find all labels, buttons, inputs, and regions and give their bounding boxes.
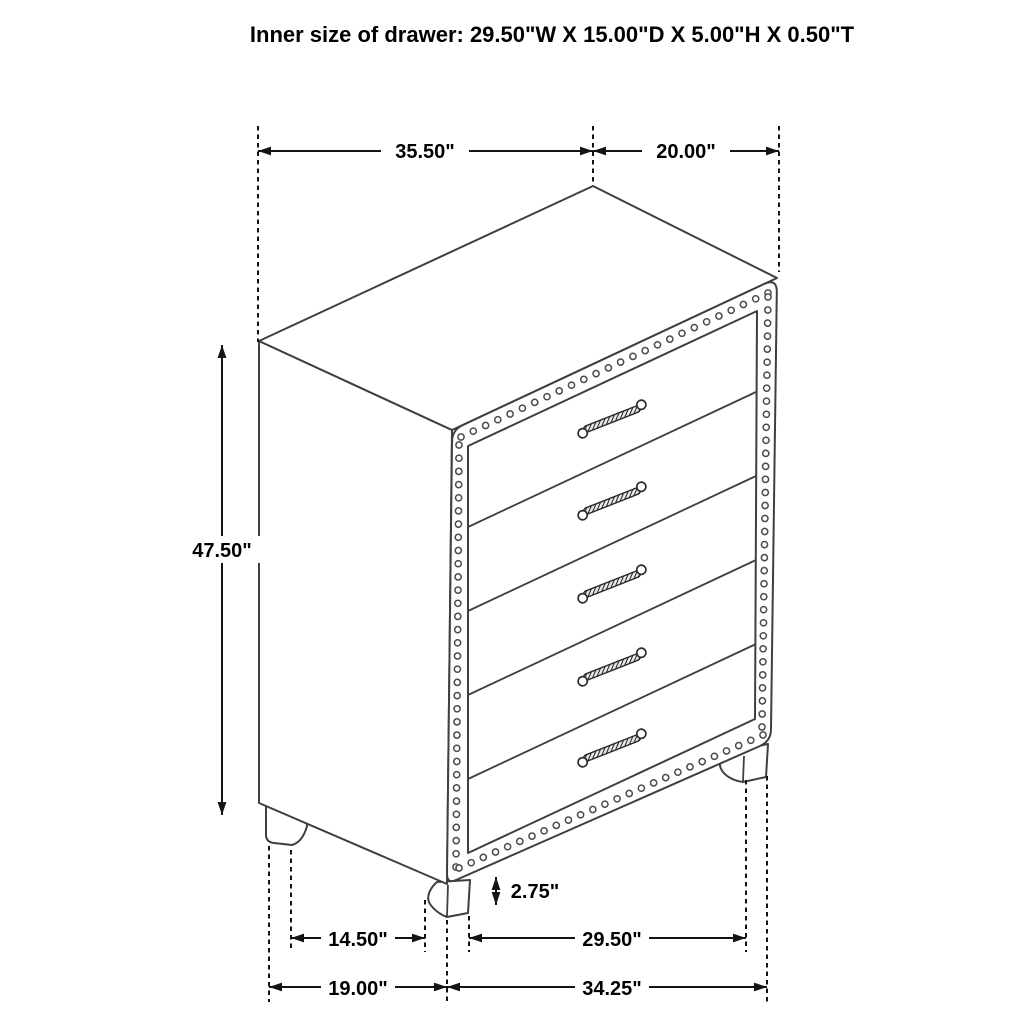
nailhead — [675, 769, 681, 775]
nailhead — [454, 706, 460, 712]
dim-label-leg-height: 2.75" — [510, 881, 560, 903]
nailhead — [762, 476, 768, 482]
nailhead — [568, 382, 574, 388]
nailhead — [544, 394, 550, 400]
arrowhead — [754, 983, 767, 992]
arrowhead — [447, 983, 460, 992]
arrowhead — [258, 147, 271, 156]
nailhead — [626, 790, 632, 796]
nailhead — [455, 547, 461, 553]
nailhead — [455, 613, 461, 619]
nailhead — [753, 296, 759, 302]
nailhead — [760, 732, 766, 738]
nailhead — [507, 411, 513, 417]
nailhead — [760, 646, 766, 652]
nailhead — [687, 764, 693, 770]
nailhead — [764, 346, 770, 352]
nailhead — [761, 594, 767, 600]
nailhead — [454, 679, 460, 685]
nailhead — [480, 854, 486, 860]
nailhead — [740, 301, 746, 307]
nailhead — [453, 824, 459, 830]
nailhead — [541, 828, 547, 834]
nailhead — [711, 753, 717, 759]
arrowhead — [492, 877, 501, 890]
nailhead — [759, 711, 765, 717]
nailhead — [764, 385, 770, 391]
nailhead — [736, 743, 742, 749]
nailhead — [651, 780, 657, 786]
nailhead — [759, 698, 765, 704]
nailhead — [556, 388, 562, 394]
nailhead — [691, 325, 697, 331]
nailhead — [764, 333, 770, 339]
dim-label-leg-span-front: 29.50" — [582, 929, 642, 951]
nailhead — [454, 653, 460, 659]
nailhead — [455, 587, 461, 593]
nailhead — [762, 515, 768, 521]
nailhead — [760, 620, 766, 626]
nailhead — [667, 336, 673, 342]
nailhead — [455, 600, 461, 606]
nailhead — [456, 455, 462, 461]
nailhead — [454, 745, 460, 751]
dim-label-base-width: 34.25" — [582, 978, 642, 1000]
nailhead — [456, 495, 462, 501]
nailhead — [759, 724, 765, 730]
nailhead — [763, 424, 769, 430]
nailhead — [760, 659, 766, 665]
nailhead — [517, 838, 523, 844]
nailhead — [748, 737, 754, 743]
nailhead — [492, 849, 498, 855]
nailhead — [495, 417, 501, 423]
nailhead — [762, 489, 768, 495]
nailhead — [764, 372, 770, 378]
dim-label-leg-span-side: 14.50" — [328, 929, 388, 951]
nailhead — [699, 759, 705, 765]
nailhead — [470, 428, 476, 434]
nailhead — [455, 627, 461, 633]
nailhead — [760, 672, 766, 678]
nailhead — [453, 851, 459, 857]
nailhead — [605, 365, 611, 371]
nailhead — [453, 811, 459, 817]
arrowhead — [733, 934, 746, 943]
nailhead — [483, 422, 489, 428]
nailhead — [454, 732, 460, 738]
arrowhead — [218, 345, 227, 358]
nailhead — [618, 359, 624, 365]
nailhead — [456, 468, 462, 474]
nailhead — [761, 581, 767, 587]
nailhead — [454, 758, 460, 764]
nailhead — [764, 359, 770, 365]
arrowhead — [492, 892, 501, 905]
nailhead — [458, 434, 464, 440]
nailhead — [454, 719, 460, 725]
nailhead — [763, 450, 769, 456]
nailhead — [456, 865, 462, 871]
nailhead — [765, 294, 771, 300]
arrowhead — [269, 983, 282, 992]
nailhead — [630, 353, 636, 359]
chest-side-face — [259, 341, 452, 884]
nailhead — [642, 348, 648, 354]
dim-label-base-depth: 19.00" — [328, 978, 388, 1000]
nailhead — [505, 844, 511, 850]
nailhead — [593, 371, 599, 377]
nailhead — [454, 666, 460, 672]
nailhead — [765, 320, 771, 326]
nailhead — [761, 568, 767, 574]
nailhead — [602, 801, 608, 807]
nailhead — [453, 838, 459, 844]
nailhead — [553, 822, 559, 828]
arrowhead — [412, 934, 425, 943]
nailhead — [529, 833, 535, 839]
foot-front-right-edge — [743, 756, 744, 781]
nailhead — [455, 521, 461, 527]
nailhead — [663, 775, 669, 781]
nailhead — [456, 442, 462, 448]
nailhead — [704, 319, 710, 325]
nailhead — [760, 633, 766, 639]
nailhead — [654, 342, 660, 348]
nailhead — [581, 376, 587, 382]
arrowhead — [291, 934, 304, 943]
nailhead — [578, 812, 584, 818]
nailhead — [763, 411, 769, 417]
nailhead — [761, 542, 767, 548]
nailhead — [763, 398, 769, 404]
nailhead — [455, 640, 461, 646]
nailhead — [638, 785, 644, 791]
nailhead — [590, 806, 596, 812]
page-title: Inner size of drawer: 29.50"W X 15.00"D X 5.00"H X 0.50"T — [249, 22, 855, 47]
arrowhead — [469, 934, 482, 943]
arrowhead — [434, 983, 447, 992]
nailhead — [763, 437, 769, 443]
nailhead — [723, 748, 729, 754]
nailhead — [679, 330, 685, 336]
nailhead — [519, 405, 525, 411]
nailhead — [761, 555, 767, 561]
nailhead — [728, 307, 734, 313]
nailhead — [455, 574, 461, 580]
chest-drawing — [259, 186, 777, 917]
arrowhead — [218, 802, 227, 815]
arrowhead — [593, 147, 606, 156]
arrowhead — [580, 147, 593, 156]
foot-front-center-edge — [447, 885, 448, 916]
nailhead — [454, 785, 460, 791]
nailhead — [565, 817, 571, 823]
arrowhead — [766, 147, 779, 156]
nailhead — [762, 528, 768, 534]
nailhead — [716, 313, 722, 319]
nailhead — [454, 693, 460, 699]
nailhead — [761, 607, 767, 613]
nailhead — [455, 508, 461, 514]
nailhead — [762, 502, 768, 508]
nailhead — [763, 463, 769, 469]
dim-label-overall-width: 35.50" — [395, 141, 455, 163]
nailhead — [532, 399, 538, 405]
nailhead — [454, 772, 460, 778]
dim-label-overall-height: 47.50" — [192, 540, 252, 562]
dim-label-overall-depth: 20.00" — [656, 141, 716, 163]
nailhead — [456, 482, 462, 488]
nailhead — [765, 307, 771, 313]
nailhead — [614, 796, 620, 802]
nailhead — [455, 561, 461, 567]
nailhead — [759, 685, 765, 691]
nailhead — [455, 534, 461, 540]
nailhead — [453, 798, 459, 804]
foot-front-center — [428, 880, 470, 917]
nailhead — [468, 860, 474, 866]
